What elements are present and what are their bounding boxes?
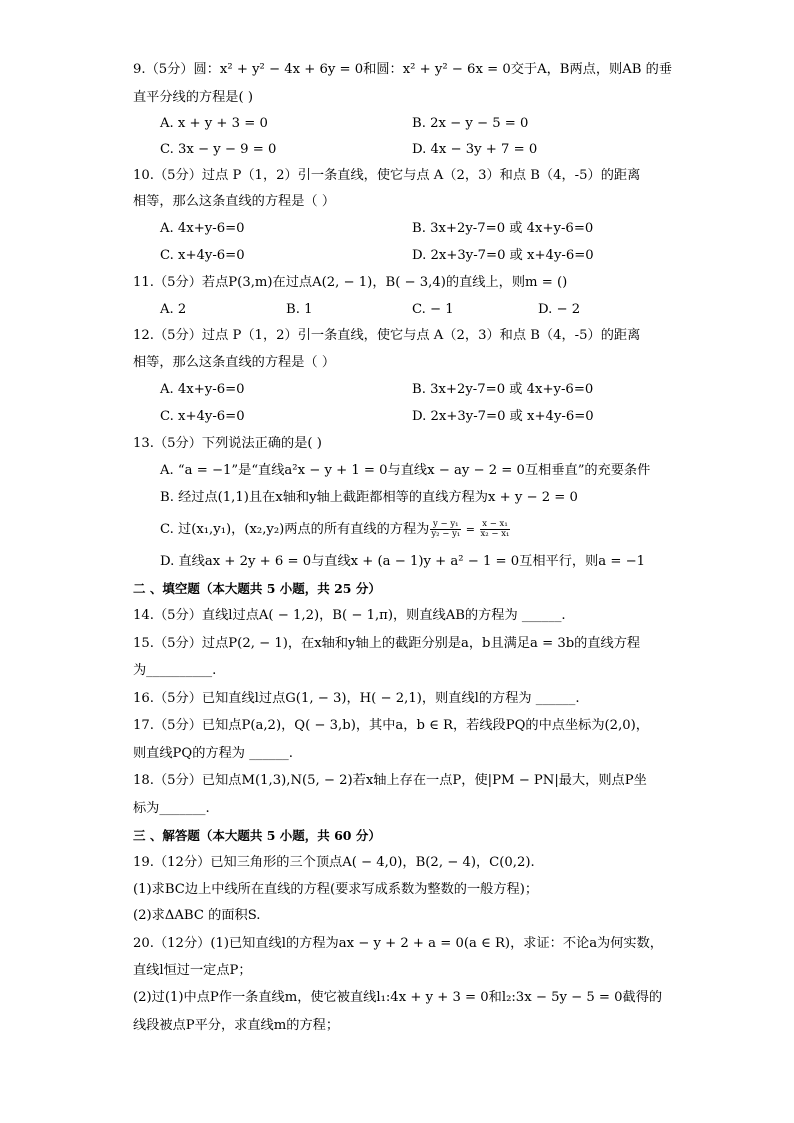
question-9-option-b: B. 2x − y − 5 = 0 bbox=[412, 116, 529, 131]
question-10-line-1: 10.（5分）过点 P（1，2）引一条直线，使它与点 A（2，3）和点 B（4，-5）的距离 bbox=[133, 168, 641, 183]
question-12-option-c: C. x+4y-6=0 bbox=[160, 409, 245, 424]
question-10-line-2: 相等，那么这条直线的方程是（ ） bbox=[133, 194, 336, 209]
section-3-title: 三 、解答题（本大题共 5 小题，共 60 分） bbox=[133, 828, 381, 843]
question-18-line-1: 18.（5分）已知点M(1,3),N(5, − 2)若x轴上存在一点P，使|PM − PN|最大，则点P坐 bbox=[133, 773, 647, 788]
question-9-option-a: A. x + y + 3 = 0 bbox=[160, 116, 268, 131]
question-11-option-a: A. 2 bbox=[160, 302, 187, 317]
question-20-line-1: 20.（12分）(1)已知直线l的方程为ax − y + 2 + a = 0(a ∈ R)，求证：不论a为何实数， bbox=[133, 936, 663, 951]
question-12-line-1: 12.（5分）过点 P（1，2）引一条直线，使它与点 A（2，3）和点 B（4，-5）的距离 bbox=[133, 328, 641, 343]
question-15-line-1: 15.（5分）过点P(2, − 1)，在x轴和y轴上的截距分别是a，b且满足a = 3b的直线方程 bbox=[133, 636, 641, 651]
question-17-line-1: 17.（5分）已知点P(a,2)，Q( − 3,b)，其中a，b ∈ R，若线段PQ的中点坐标为(2,0)， bbox=[133, 718, 649, 733]
fraction-2 bbox=[480, 520, 511, 539]
question-10-option-a: A. 4x+y-6=0 bbox=[160, 221, 245, 236]
question-18-line-2: 标为_______. bbox=[133, 801, 210, 816]
question-17-line-2: 则直线PQ的方程为 ______. bbox=[133, 746, 293, 761]
fraction-1-denominator: y₂ − y₁ bbox=[431, 529, 461, 539]
question-12-option-b: B. 3x+2y-7=0 或 4x+y-6=0 bbox=[412, 382, 594, 397]
question-10-option-b: B. 3x+2y-7=0 或 4x+y-6=0 bbox=[412, 221, 594, 236]
question-11-option-b: B. 1 bbox=[286, 302, 313, 317]
question-10-option-c: C. x+4y-6=0 bbox=[160, 248, 245, 263]
question-13-option-c bbox=[160, 520, 511, 539]
section-2-title: 二 、填空题（本大题共 5 小题，共 25 分） bbox=[133, 581, 381, 596]
question-9-line-2: 直平分线的方程是( ) bbox=[133, 90, 253, 105]
question-10-option-d: D. 2x+3y-7=0 或 x+4y-6=0 bbox=[412, 248, 594, 263]
question-19-line-1: 19.（12分）已知三角形的三个顶点A( − 4,0)，B(2, − 4)，C(0,2). bbox=[133, 855, 535, 870]
question-9-option-c: C. 3x − y − 9 = 0 bbox=[160, 142, 277, 157]
question-11-line-1: 11.（5分）若点P(3,m)在过点A(2, − 1)，B( − 3,4)的直线上，则m = () bbox=[133, 275, 568, 290]
question-12-option-d: D. 2x+3y-7=0 或 x+4y-6=0 bbox=[412, 409, 594, 424]
question-15-line-2: 为__________. bbox=[133, 663, 217, 678]
question-20-line-3: (2)过(1)中点P作一条直线m，使它被直线l₁:4x + y + 3 = 0和l₂:3x − 5y − 5 = 0截得的 bbox=[133, 990, 663, 1005]
fraction-1-numerator: y − y₁ bbox=[430, 520, 461, 530]
question-14: 14.（5分）直线l过点A( − 1,2)，B( − 1,π)，则直线AB的方程为 ______. bbox=[133, 608, 566, 623]
question-11-option-d: D. − 2 bbox=[538, 302, 581, 317]
question-11-option-c: C. − 1 bbox=[412, 302, 454, 317]
equals-sign: = bbox=[462, 523, 479, 536]
fraction-2-denominator: x₂ − x₁ bbox=[480, 529, 510, 539]
question-9-line-1: 9.（5分）圆：x² + y² − 4x + 6y = 0和圆：x² + y² − 6x = 0交于A，B两点，则AB 的垂 bbox=[133, 62, 673, 77]
fraction-1 bbox=[430, 520, 461, 539]
question-13-option-c-text: C. 过(x₁,y₁)，(x₂,y₂)两点的所有直线的方程为 bbox=[160, 522, 430, 537]
question-20-line-2: 直线l恒过一定点P； bbox=[133, 963, 252, 978]
fraction-2-numerator: x − x₁ bbox=[480, 520, 511, 530]
question-13-option-b: B. 经过点(1,1)且在x轴和y轴上截距都相等的直线方程为x + y − 2 = 0 bbox=[160, 490, 578, 505]
question-12-line-2: 相等，那么这条直线的方程是（ ） bbox=[133, 355, 336, 370]
question-20-line-4: 线段被点P平分，求直线m的方程； bbox=[133, 1018, 340, 1033]
question-19-line-2: (1)求BC边上中线所在直线的方程(要求写成系数为整数的一般方程)； bbox=[133, 882, 539, 897]
question-16: 16.（5分）已知直线l过点G(1, − 3)，H( − 2,1)，则直线l的方程为 ______. bbox=[133, 691, 580, 706]
question-13-option-d: D. 直线ax + 2y + 6 = 0与直线x + (a − 1)y + a² − 1 = 0互相平行，则a = −1 bbox=[160, 554, 646, 569]
question-13-option-a: A. “a = −1”是“直线a²x − y + 1 = 0与直线x − ay − 2 = 0互相垂直”的充要条件 bbox=[160, 463, 651, 478]
question-12-option-a: A. 4x+y-6=0 bbox=[160, 382, 245, 397]
question-9-option-d: D. 4x − 3y + 7 = 0 bbox=[412, 142, 538, 157]
question-13-line-1: 13.（5分）下列说法正确的是( ) bbox=[133, 436, 322, 451]
question-19-line-3: (2)求ΔABC 的面积S. bbox=[133, 908, 261, 923]
